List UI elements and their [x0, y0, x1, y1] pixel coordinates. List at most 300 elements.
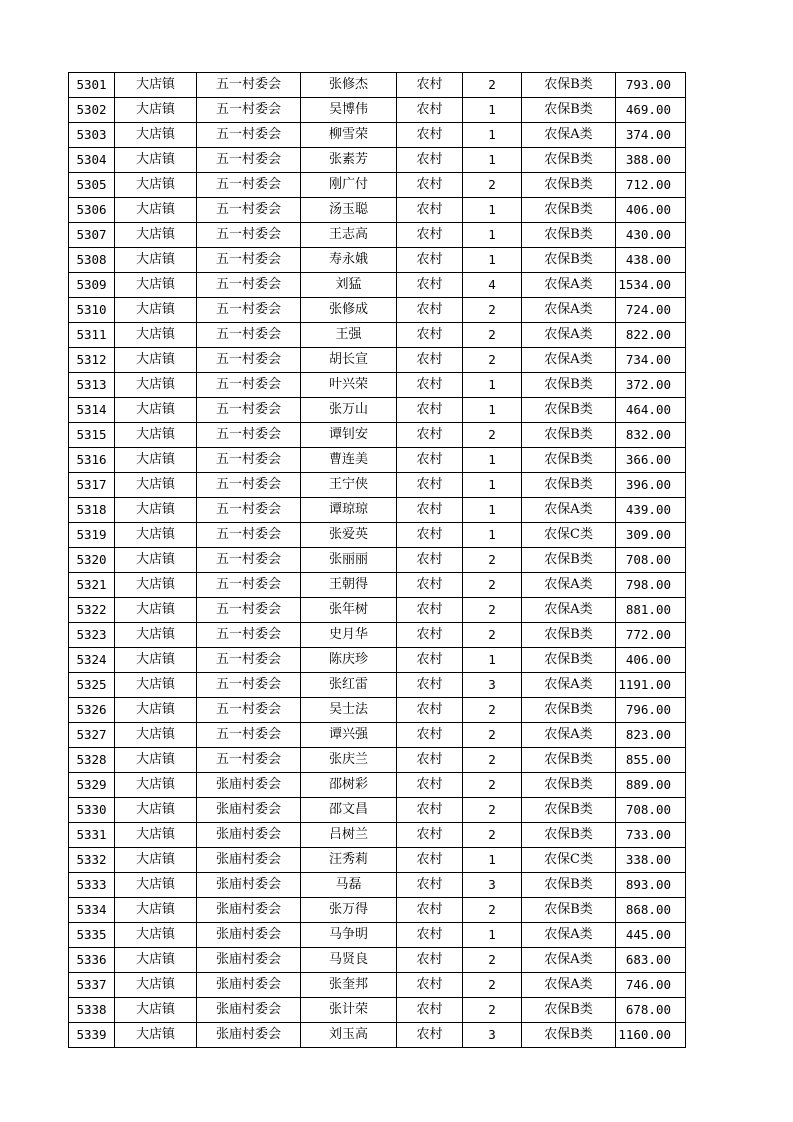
amount-cell: 678.00	[616, 998, 686, 1023]
household-count-cell: 3	[463, 1023, 522, 1048]
village-committee-cell: 五一村委会	[197, 523, 301, 548]
table-body	[69, 73, 686, 1048]
area-type-cell: 农村	[397, 648, 463, 673]
area-type-cell: 农村	[397, 398, 463, 423]
person-name-cell: 谭琼琼	[301, 498, 397, 523]
row-id-cell: 5312	[69, 348, 115, 373]
town-cell: 大店镇	[115, 373, 197, 398]
town-cell: 大店镇	[115, 98, 197, 123]
area-type-cell: 农村	[397, 923, 463, 948]
person-name-cell: 张万山	[301, 398, 397, 423]
amount-cell: 893.00	[616, 873, 686, 898]
amount-cell: 1534.00	[616, 273, 686, 298]
row-id-cell: 5315	[69, 423, 115, 448]
town-cell: 大店镇	[115, 723, 197, 748]
table-row	[69, 798, 686, 823]
row-id-cell: 5335	[69, 923, 115, 948]
household-count-cell: 1	[463, 473, 522, 498]
town-cell: 大店镇	[115, 448, 197, 473]
person-name-cell: 谭兴强	[301, 723, 397, 748]
row-id-cell: 5307	[69, 223, 115, 248]
household-count-cell: 2	[463, 573, 522, 598]
area-type-cell: 农村	[397, 323, 463, 348]
insurance-category-cell: 农保B类	[522, 998, 616, 1023]
town-cell: 大店镇	[115, 148, 197, 173]
household-count-cell: 1	[463, 248, 522, 273]
village-committee-cell: 张庙村委会	[197, 773, 301, 798]
amount-cell: 406.00	[616, 198, 686, 223]
area-type-cell: 农村	[397, 373, 463, 398]
town-cell: 大店镇	[115, 698, 197, 723]
table-row	[69, 73, 686, 98]
amount-cell: 396.00	[616, 473, 686, 498]
insurance-category-cell: 农保A类	[522, 673, 616, 698]
insurance-category-cell: 农保B类	[522, 548, 616, 573]
amount-cell: 822.00	[616, 323, 686, 348]
table-row	[69, 173, 686, 198]
amount-cell: 823.00	[616, 723, 686, 748]
person-name-cell: 张修杰	[301, 73, 397, 98]
person-name-cell: 张奎邦	[301, 973, 397, 998]
amount-cell: 469.00	[616, 98, 686, 123]
insurance-category-cell: 农保B类	[522, 423, 616, 448]
town-cell: 大店镇	[115, 923, 197, 948]
village-committee-cell: 五一村委会	[197, 123, 301, 148]
area-type-cell: 农村	[397, 348, 463, 373]
row-id-cell: 5313	[69, 373, 115, 398]
table-row	[69, 148, 686, 173]
row-id-cell: 5314	[69, 398, 115, 423]
row-id-cell: 5327	[69, 723, 115, 748]
row-id-cell: 5336	[69, 948, 115, 973]
row-id-cell: 5331	[69, 823, 115, 848]
area-type-cell: 农村	[397, 548, 463, 573]
person-name-cell: 邵文昌	[301, 798, 397, 823]
insurance-category-cell: 农保B类	[522, 248, 616, 273]
table-row	[69, 998, 686, 1023]
area-type-cell: 农村	[397, 473, 463, 498]
village-committee-cell: 五一村委会	[197, 598, 301, 623]
household-count-cell: 1	[463, 123, 522, 148]
person-name-cell: 张红雷	[301, 673, 397, 698]
village-committee-cell: 五一村委会	[197, 148, 301, 173]
table-row	[69, 1023, 686, 1048]
table-row	[69, 448, 686, 473]
town-cell: 大店镇	[115, 198, 197, 223]
amount-cell: 796.00	[616, 698, 686, 723]
area-type-cell: 农村	[397, 773, 463, 798]
household-count-cell: 2	[463, 798, 522, 823]
row-id-cell: 5318	[69, 498, 115, 523]
village-committee-cell: 五一村委会	[197, 723, 301, 748]
table-row	[69, 298, 686, 323]
person-name-cell: 陈庆珍	[301, 648, 397, 673]
town-cell: 大店镇	[115, 948, 197, 973]
table-row	[69, 98, 686, 123]
row-id-cell: 5319	[69, 523, 115, 548]
household-count-cell: 1	[463, 223, 522, 248]
insurance-category-cell: 农保A类	[522, 323, 616, 348]
household-count-cell: 1	[463, 523, 522, 548]
village-committee-cell: 张庙村委会	[197, 848, 301, 873]
person-name-cell: 马争明	[301, 923, 397, 948]
household-count-cell: 2	[463, 698, 522, 723]
insurance-category-cell: 农保A类	[522, 973, 616, 998]
amount-cell: 746.00	[616, 973, 686, 998]
household-count-cell: 1	[463, 398, 522, 423]
village-committee-cell: 五一村委会	[197, 748, 301, 773]
insurance-category-cell: 农保B类	[522, 1023, 616, 1048]
area-type-cell: 农村	[397, 898, 463, 923]
village-committee-cell: 五一村委会	[197, 648, 301, 673]
area-type-cell: 农村	[397, 298, 463, 323]
household-count-cell: 1	[463, 448, 522, 473]
table-row	[69, 898, 686, 923]
household-count-cell: 1	[463, 648, 522, 673]
town-cell: 大店镇	[115, 398, 197, 423]
village-committee-cell: 五一村委会	[197, 473, 301, 498]
village-committee-cell: 五一村委会	[197, 373, 301, 398]
household-count-cell: 2	[463, 773, 522, 798]
town-cell: 大店镇	[115, 473, 197, 498]
household-count-cell: 2	[463, 998, 522, 1023]
table-row	[69, 623, 686, 648]
amount-cell: 724.00	[616, 298, 686, 323]
insurance-category-cell: 农保A类	[522, 948, 616, 973]
table-row	[69, 573, 686, 598]
person-name-cell: 王志高	[301, 223, 397, 248]
town-cell: 大店镇	[115, 298, 197, 323]
insurance-category-cell: 农保B类	[522, 73, 616, 98]
row-id-cell: 5334	[69, 898, 115, 923]
village-committee-cell: 五一村委会	[197, 398, 301, 423]
household-count-cell: 2	[463, 73, 522, 98]
amount-cell: 406.00	[616, 648, 686, 673]
row-id-cell: 5332	[69, 848, 115, 873]
village-committee-cell: 五一村委会	[197, 273, 301, 298]
town-cell: 大店镇	[115, 673, 197, 698]
area-type-cell: 农村	[397, 123, 463, 148]
amount-cell: 445.00	[616, 923, 686, 948]
village-committee-cell: 五一村委会	[197, 498, 301, 523]
table-row	[69, 848, 686, 873]
row-id-cell: 5330	[69, 798, 115, 823]
insurance-category-cell: 农保B类	[522, 448, 616, 473]
area-type-cell: 农村	[397, 498, 463, 523]
village-committee-cell: 五一村委会	[197, 573, 301, 598]
insurance-category-cell: 农保B类	[522, 823, 616, 848]
household-count-cell: 2	[463, 298, 522, 323]
household-count-cell: 2	[463, 423, 522, 448]
village-committee-cell: 张庙村委会	[197, 798, 301, 823]
insurance-category-cell: 农保A类	[522, 348, 616, 373]
town-cell: 大店镇	[115, 773, 197, 798]
person-name-cell: 吴博伟	[301, 98, 397, 123]
village-committee-cell: 张庙村委会	[197, 1023, 301, 1048]
row-id-cell: 5323	[69, 623, 115, 648]
town-cell: 大店镇	[115, 898, 197, 923]
town-cell: 大店镇	[115, 598, 197, 623]
person-name-cell: 刘猛	[301, 273, 397, 298]
town-cell: 大店镇	[115, 498, 197, 523]
amount-cell: 855.00	[616, 748, 686, 773]
household-count-cell: 2	[463, 598, 522, 623]
village-committee-cell: 五一村委会	[197, 73, 301, 98]
row-id-cell: 5338	[69, 998, 115, 1023]
table-row	[69, 123, 686, 148]
area-type-cell: 农村	[397, 148, 463, 173]
person-name-cell: 叶兴荣	[301, 373, 397, 398]
table-row	[69, 373, 686, 398]
insurance-category-cell: 农保B类	[522, 873, 616, 898]
table-row	[69, 323, 686, 348]
table-row	[69, 248, 686, 273]
person-name-cell: 胡长宣	[301, 348, 397, 373]
table-row	[69, 423, 686, 448]
household-count-cell: 2	[463, 748, 522, 773]
amount-cell: 388.00	[616, 148, 686, 173]
area-type-cell: 农村	[397, 698, 463, 723]
person-name-cell: 曹连美	[301, 448, 397, 473]
area-type-cell: 农村	[397, 198, 463, 223]
amount-cell: 438.00	[616, 248, 686, 273]
amount-cell: 881.00	[616, 598, 686, 623]
village-committee-cell: 五一村委会	[197, 673, 301, 698]
town-cell: 大店镇	[115, 173, 197, 198]
row-id-cell: 5306	[69, 198, 115, 223]
town-cell: 大店镇	[115, 223, 197, 248]
area-type-cell: 农村	[397, 798, 463, 823]
insurance-category-cell: 农保C类	[522, 523, 616, 548]
table-row	[69, 823, 686, 848]
village-committee-cell: 五一村委会	[197, 198, 301, 223]
row-id-cell: 5304	[69, 148, 115, 173]
area-type-cell: 农村	[397, 748, 463, 773]
area-type-cell: 农村	[397, 723, 463, 748]
town-cell: 大店镇	[115, 548, 197, 573]
amount-cell: 889.00	[616, 773, 686, 798]
area-type-cell: 农村	[397, 823, 463, 848]
insurance-category-cell: 农保A类	[522, 573, 616, 598]
person-name-cell: 邵树彩	[301, 773, 397, 798]
household-count-cell: 2	[463, 948, 522, 973]
insurance-category-cell: 农保B类	[522, 198, 616, 223]
household-count-cell: 2	[463, 173, 522, 198]
area-type-cell: 农村	[397, 423, 463, 448]
insurance-category-cell: 农保A类	[522, 123, 616, 148]
insurance-category-cell: 农保B类	[522, 648, 616, 673]
town-cell: 大店镇	[115, 848, 197, 873]
insurance-category-cell: 农保B类	[522, 98, 616, 123]
insurance-category-cell: 农保B类	[522, 373, 616, 398]
village-committee-cell: 五一村委会	[197, 698, 301, 723]
household-count-cell: 3	[463, 673, 522, 698]
insurance-category-cell: 农保A类	[522, 498, 616, 523]
person-name-cell: 王强	[301, 323, 397, 348]
insurance-category-cell: 农保A类	[522, 273, 616, 298]
insurance-category-cell: 农保B类	[522, 398, 616, 423]
table-row	[69, 498, 686, 523]
area-type-cell: 农村	[397, 173, 463, 198]
household-count-cell: 4	[463, 273, 522, 298]
insurance-category-cell: 农保B类	[522, 698, 616, 723]
table-row	[69, 598, 686, 623]
row-id-cell: 5324	[69, 648, 115, 673]
village-committee-cell: 张庙村委会	[197, 873, 301, 898]
village-committee-cell: 五一村委会	[197, 248, 301, 273]
area-type-cell: 农村	[397, 448, 463, 473]
table-row	[69, 923, 686, 948]
table-row	[69, 548, 686, 573]
person-name-cell: 张修成	[301, 298, 397, 323]
area-type-cell: 农村	[397, 848, 463, 873]
insurance-category-cell: 农保B类	[522, 223, 616, 248]
row-id-cell: 5310	[69, 298, 115, 323]
area-type-cell: 农村	[397, 623, 463, 648]
town-cell: 大店镇	[115, 998, 197, 1023]
row-id-cell: 5308	[69, 248, 115, 273]
amount-cell: 439.00	[616, 498, 686, 523]
person-name-cell: 刚广付	[301, 173, 397, 198]
village-committee-cell: 五一村委会	[197, 548, 301, 573]
insurance-category-cell: 农保B类	[522, 473, 616, 498]
person-name-cell: 张庆兰	[301, 748, 397, 773]
amount-cell: 708.00	[616, 798, 686, 823]
row-id-cell: 5333	[69, 873, 115, 898]
table-row	[69, 273, 686, 298]
person-name-cell: 张年树	[301, 598, 397, 623]
village-committee-cell: 五一村委会	[197, 448, 301, 473]
table-row	[69, 698, 686, 723]
person-name-cell: 马贤良	[301, 948, 397, 973]
insurance-category-cell: 农保A类	[522, 723, 616, 748]
amount-cell: 464.00	[616, 398, 686, 423]
table-row	[69, 723, 686, 748]
town-cell: 大店镇	[115, 748, 197, 773]
person-name-cell: 张素芳	[301, 148, 397, 173]
amount-cell: 338.00	[616, 848, 686, 873]
town-cell: 大店镇	[115, 73, 197, 98]
town-cell: 大店镇	[115, 573, 197, 598]
household-count-cell: 1	[463, 373, 522, 398]
household-count-cell: 1	[463, 848, 522, 873]
village-committee-cell: 五一村委会	[197, 98, 301, 123]
amount-cell: 374.00	[616, 123, 686, 148]
household-count-cell: 3	[463, 873, 522, 898]
row-id-cell: 5301	[69, 73, 115, 98]
area-type-cell: 农村	[397, 98, 463, 123]
table-row	[69, 523, 686, 548]
table-row	[69, 748, 686, 773]
village-committee-cell: 五一村委会	[197, 298, 301, 323]
insurance-category-cell: 农保A类	[522, 598, 616, 623]
town-cell: 大店镇	[115, 798, 197, 823]
table-row	[69, 673, 686, 698]
person-name-cell: 史月华	[301, 623, 397, 648]
amount-cell: 734.00	[616, 348, 686, 373]
amount-cell: 683.00	[616, 948, 686, 973]
amount-cell: 733.00	[616, 823, 686, 848]
village-committee-cell: 张庙村委会	[197, 898, 301, 923]
household-count-cell: 2	[463, 823, 522, 848]
table-row	[69, 648, 686, 673]
household-count-cell: 2	[463, 548, 522, 573]
village-committee-cell: 五一村委会	[197, 348, 301, 373]
row-id-cell: 5329	[69, 773, 115, 798]
person-name-cell: 张计荣	[301, 998, 397, 1023]
household-count-cell: 1	[463, 98, 522, 123]
amount-cell: 372.00	[616, 373, 686, 398]
amount-cell: 793.00	[616, 73, 686, 98]
person-name-cell: 吴士法	[301, 698, 397, 723]
row-id-cell: 5305	[69, 173, 115, 198]
amount-cell: 772.00	[616, 623, 686, 648]
person-name-cell: 吕树兰	[301, 823, 397, 848]
row-id-cell: 5320	[69, 548, 115, 573]
area-type-cell: 农村	[397, 573, 463, 598]
table-row	[69, 973, 686, 998]
household-count-cell: 1	[463, 923, 522, 948]
insurance-category-cell: 农保B类	[522, 148, 616, 173]
area-type-cell: 农村	[397, 948, 463, 973]
insurance-category-cell: 农保B类	[522, 748, 616, 773]
insurance-category-cell: 农保B类	[522, 173, 616, 198]
village-committee-cell: 张庙村委会	[197, 998, 301, 1023]
person-name-cell: 柳雪荣	[301, 123, 397, 148]
household-count-cell: 2	[463, 323, 522, 348]
amount-cell: 798.00	[616, 573, 686, 598]
person-name-cell: 寿永娥	[301, 248, 397, 273]
amount-cell: 1191.00	[616, 673, 686, 698]
town-cell: 大店镇	[115, 273, 197, 298]
town-cell: 大店镇	[115, 648, 197, 673]
amount-cell: 1160.00	[616, 1023, 686, 1048]
table-row	[69, 948, 686, 973]
person-name-cell: 张万得	[301, 898, 397, 923]
town-cell: 大店镇	[115, 248, 197, 273]
amount-cell: 708.00	[616, 548, 686, 573]
village-committee-cell: 五一村委会	[197, 173, 301, 198]
person-name-cell: 王朝得	[301, 573, 397, 598]
area-type-cell: 农村	[397, 673, 463, 698]
amount-cell: 366.00	[616, 448, 686, 473]
insurance-category-cell: 农保B类	[522, 898, 616, 923]
town-cell: 大店镇	[115, 123, 197, 148]
area-type-cell: 农村	[397, 223, 463, 248]
person-name-cell: 汪秀莉	[301, 848, 397, 873]
insurance-category-cell: 农保B类	[522, 798, 616, 823]
amount-cell: 868.00	[616, 898, 686, 923]
household-count-cell: 2	[463, 898, 522, 923]
insurance-category-cell: 农保B类	[522, 623, 616, 648]
row-id-cell: 5303	[69, 123, 115, 148]
area-type-cell: 农村	[397, 248, 463, 273]
insurance-category-cell: 农保C类	[522, 848, 616, 873]
household-count-cell: 2	[463, 348, 522, 373]
town-cell: 大店镇	[115, 823, 197, 848]
town-cell: 大店镇	[115, 423, 197, 448]
insurance-category-cell: 农保A类	[522, 923, 616, 948]
town-cell: 大店镇	[115, 348, 197, 373]
row-id-cell: 5326	[69, 698, 115, 723]
row-id-cell: 5339	[69, 1023, 115, 1048]
table-row	[69, 873, 686, 898]
row-id-cell: 5309	[69, 273, 115, 298]
person-name-cell: 王宁侠	[301, 473, 397, 498]
town-cell: 大店镇	[115, 623, 197, 648]
amount-cell: 832.00	[616, 423, 686, 448]
person-name-cell: 张丽丽	[301, 548, 397, 573]
